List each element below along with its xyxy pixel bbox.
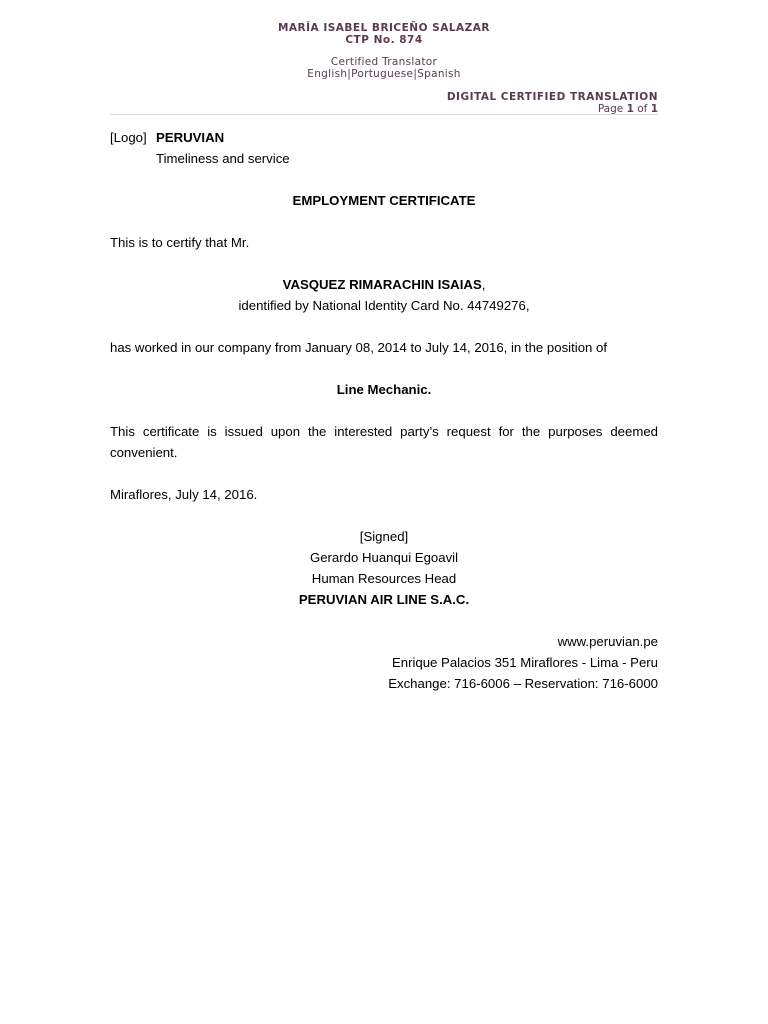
place-date: Miraflores, July 14, 2016.	[110, 487, 258, 502]
letterhead	[110, 127, 658, 148]
purpose-line-2: convenient.	[110, 445, 178, 460]
translator-languages: English|Portuguese|Spanish	[307, 68, 461, 80]
signed-marker: [Signed]	[359, 529, 409, 544]
header-divider	[110, 114, 658, 115]
work-line: has worked in our company from January 08, 2014 to July 14, 2016, in the position of	[110, 340, 608, 355]
purpose-line-1: This certificate is issued upon the interested party’s request for the purposes deemed	[110, 424, 658, 439]
company-address: Enrique Palacios 351 Miraflores - Lima - Peru	[391, 655, 658, 670]
page-of: of	[633, 103, 651, 115]
id-line: identified by National Identity Card No. 44749276,	[238, 298, 530, 313]
page-total: 1	[650, 103, 658, 115]
logo-placeholder: [Logo]	[110, 130, 147, 145]
signer-name: Gerardo Huanqui Egoavil	[309, 550, 459, 565]
employee-name-suffix: ,	[481, 277, 486, 292]
translation-meta	[447, 91, 658, 115]
ctp-number: CTP No. 874	[345, 34, 423, 46]
translation-label: DIGITAL CERTIFIED TRANSLATION	[446, 91, 658, 103]
certificate-title: EMPLOYMENT CERTIFICATE	[292, 193, 476, 208]
translator-header	[0, 22, 768, 80]
employee-line	[110, 274, 658, 295]
company-website: www.peruvian.pe	[557, 634, 658, 649]
position-title: Line Mechanic.	[336, 382, 432, 397]
company-phones: Exchange: 716-6006 – Reservation: 716-6000	[388, 676, 658, 691]
signer-title: Human Resources Head	[311, 571, 457, 586]
company-short-name: PERUVIAN	[156, 130, 225, 145]
page-current: 1	[626, 103, 634, 115]
translator-title: Certified Translator	[330, 56, 438, 68]
company-slogan: Timeliness and service	[156, 151, 290, 166]
company-full-name: PERUVIAN AIR LINE S.A.C.	[298, 592, 470, 607]
intro-line: This is to certify that Mr.	[110, 235, 250, 250]
employee-name: VASQUEZ RIMARACHIN ISAIAS	[282, 277, 482, 292]
translator-name: MARÍA ISABEL BRICEÑO SALAZAR	[277, 22, 491, 34]
certificate-body	[110, 127, 658, 694]
page-prefix: Page	[597, 103, 627, 115]
